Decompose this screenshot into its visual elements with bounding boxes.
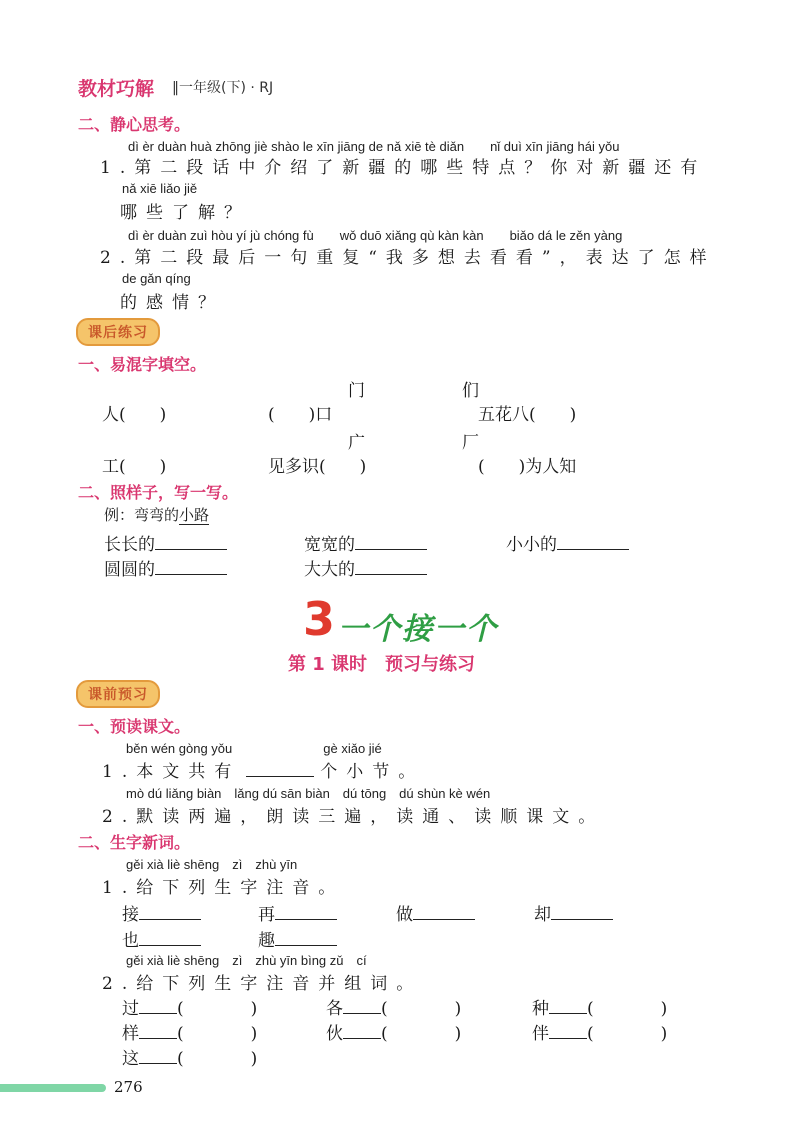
pinyin-blank[interactable]	[549, 1038, 587, 1039]
write-item	[304, 530, 427, 555]
pinyin-blank[interactable]	[139, 1013, 177, 1014]
fill-item[interactable]: ( )口	[268, 405, 333, 425]
answer-blank[interactable]	[275, 945, 337, 946]
question-text: 的感情？	[120, 293, 224, 313]
badge-after-class: 课后练习	[76, 318, 160, 346]
char: 这	[122, 1049, 139, 1069]
write-item	[104, 555, 227, 580]
word-item	[532, 1019, 671, 1044]
question-text	[102, 757, 424, 782]
question-text: 2.默读两遍，朗读三遍，读通、读顺课文。	[102, 807, 605, 827]
char: 伴	[532, 1024, 549, 1044]
char: 种	[532, 999, 549, 1019]
pinyin-blank[interactable]	[343, 1013, 381, 1014]
word-item	[122, 994, 261, 1019]
write-label: 宽宽的	[304, 535, 355, 555]
option-char: 们	[462, 381, 479, 401]
write-label: 大大的	[304, 560, 355, 580]
lesson-subtitle: 第 1 课时 预习与练习	[288, 654, 476, 675]
lesson-title: 一个接一个	[338, 612, 498, 647]
write-label: 长长的	[104, 535, 155, 555]
word-paren[interactable]: ( )	[587, 999, 672, 1019]
word-item	[326, 994, 465, 1019]
page-number: 276	[114, 1078, 143, 1096]
page-bar	[0, 1084, 106, 1092]
write-label: 圆圆的	[104, 560, 155, 580]
word-paren[interactable]: ( )	[381, 999, 466, 1019]
example-label: 例：弯弯的	[104, 506, 180, 524]
fill-item[interactable]: ( )为人知	[478, 457, 577, 477]
pinyin-line: mò dú liǎng biàn lǎng dú sān biàn dú tōng dú shùn kè wén	[126, 786, 491, 801]
answer-blank[interactable]	[246, 776, 314, 777]
answer-blank[interactable]	[139, 945, 201, 946]
char: 过	[122, 999, 139, 1019]
question-text: 2.给下列生字注音并组词。	[102, 974, 423, 994]
answer-blank[interactable]	[551, 919, 613, 920]
char-item	[396, 900, 475, 925]
answer-blank[interactable]	[557, 549, 629, 550]
pinyin-line: gěi xià liè shēng zì zhù yīn	[126, 857, 298, 872]
char: 各	[326, 999, 343, 1019]
write-item	[506, 530, 629, 555]
word-paren[interactable]: ( )	[177, 1049, 262, 1069]
answer-blank[interactable]	[413, 919, 475, 920]
option-char: 广	[348, 433, 365, 453]
fill-item[interactable]: 工( )	[102, 457, 167, 477]
char: 再	[258, 905, 275, 925]
pinyin-line: gěi xià liè shēng zì zhù yīn bìng zǔ cí	[126, 953, 367, 968]
badge-before-class: 课前预习	[76, 680, 160, 708]
word-item	[122, 1044, 261, 1069]
char: 趣	[258, 931, 275, 951]
write-label: 小小的	[506, 535, 557, 555]
word-paren[interactable]: ( )	[177, 999, 262, 1019]
question-text: 2.第二段最后一句重复“我多想去看看”，表达了怎样	[100, 248, 716, 268]
char: 做	[396, 905, 413, 925]
write-item	[304, 555, 427, 580]
char: 也	[122, 931, 139, 951]
char-item	[122, 900, 201, 925]
lesson-number: 3	[303, 592, 336, 646]
question-part: 个小节。	[320, 762, 425, 782]
pinyin-blank[interactable]	[139, 1038, 177, 1039]
answer-blank[interactable]	[355, 549, 427, 550]
pinyin-blank[interactable]	[549, 1013, 587, 1014]
char-item	[122, 926, 201, 951]
char: 伙	[326, 1024, 343, 1044]
question-text: 哪些了解？	[120, 203, 250, 223]
pinyin-blank[interactable]	[343, 1038, 381, 1039]
answer-blank[interactable]	[139, 919, 201, 920]
section-heading-preview: 一、预读课文。	[78, 717, 191, 736]
pinyin-line: dì èr duàn huà zhōng jiè shào le xīn jiāng de nǎ xiē tè diǎn nǐ duì xīn jiāng hái yǒu	[128, 139, 620, 154]
fill-item[interactable]: 见多识( )	[268, 457, 367, 477]
section-heading-fill: 一、易混字填空。	[78, 355, 207, 374]
word-item	[532, 994, 671, 1019]
fill-item[interactable]: 人( )	[102, 405, 167, 425]
option-char: 厂	[462, 433, 479, 453]
word-item	[326, 1019, 465, 1044]
word-item	[122, 1019, 261, 1044]
answer-blank[interactable]	[155, 549, 227, 550]
answer-blank[interactable]	[355, 574, 427, 575]
option-char: 门	[348, 381, 365, 401]
book-title: 教材巧解	[78, 78, 155, 100]
example-line	[104, 504, 209, 525]
section-heading-new-words: 二、生字新词。	[78, 833, 191, 852]
char-item	[258, 900, 337, 925]
section-heading-think: 二、静心思考。	[78, 115, 191, 134]
pinyin-line: dì èr duàn zuì hòu yí jù chóng fù wǒ duō xiǎng qù kàn kàn biǎo dá le zěn yàng	[128, 228, 623, 243]
question-part: 1.本文共有	[102, 762, 241, 782]
pinyin-blank[interactable]	[139, 1063, 177, 1064]
answer-blank[interactable]	[155, 574, 227, 575]
pinyin-line: nǎ xiē liǎo jiě	[122, 181, 198, 196]
fill-item[interactable]: 五花八( )	[478, 405, 577, 425]
word-paren[interactable]: ( )	[381, 1024, 466, 1044]
answer-blank[interactable]	[275, 919, 337, 920]
char: 接	[122, 905, 139, 925]
char-item	[534, 900, 613, 925]
char: 却	[534, 905, 551, 925]
write-item	[104, 530, 227, 555]
pinyin-line: běn wén gòng yǒu gè xiǎo jié	[126, 741, 382, 756]
question-text: 1.第二段话中介绍了新疆的哪些特点？你对新疆还有	[100, 158, 707, 178]
pinyin-line: de gǎn qíng	[122, 271, 191, 286]
char: 样	[122, 1024, 139, 1044]
word-paren[interactable]: ( )	[587, 1024, 672, 1044]
section-heading-example: 二、照样子，写一写。	[78, 483, 239, 502]
grade-label: ‖一年级(下) · RJ	[172, 80, 274, 96]
question-text: 1.给下列生字注音。	[102, 878, 345, 898]
word-paren[interactable]: ( )	[177, 1024, 262, 1044]
char-item	[258, 926, 337, 951]
example-word: 小路	[179, 506, 210, 524]
